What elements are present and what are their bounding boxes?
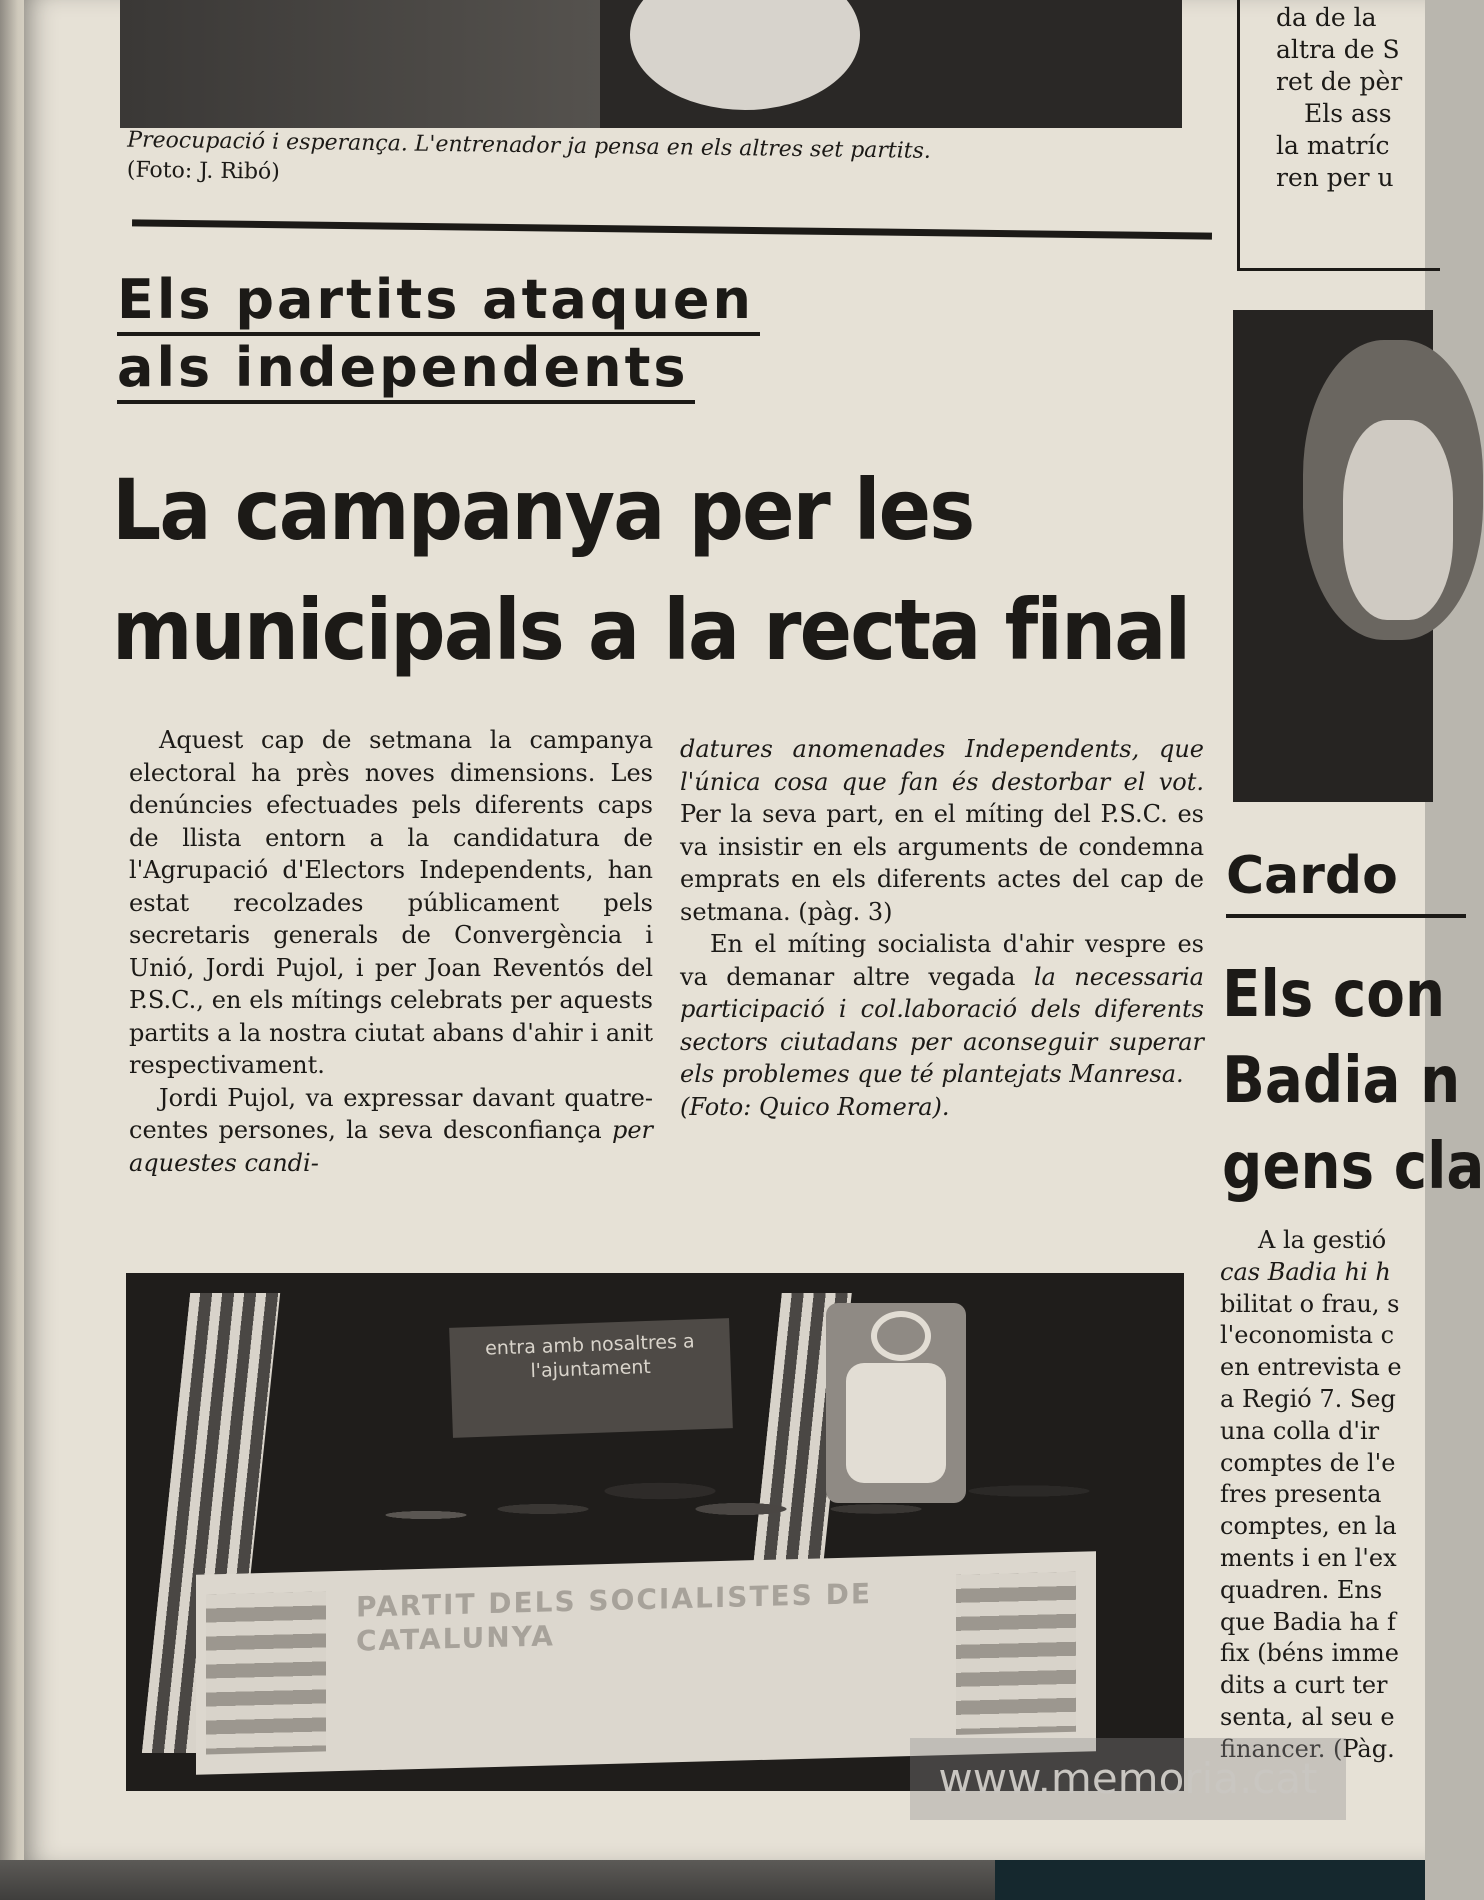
bottom-edge [0,1860,1425,1900]
top-right-line: altra de S [1276,35,1400,64]
side-body-line: cas Badia hi h [1220,1257,1391,1286]
column2-photo-credit [680,1091,1204,1124]
side-body-line: ments i en l'ex [1220,1543,1397,1572]
side-body-line: en entrevista e [1220,1353,1402,1382]
side-body-line: A la gestió [1258,1226,1387,1254]
side-article-kicker [1226,846,1466,918]
top-photo [120,0,1182,128]
kicker-line-1: Els partits ataquen [117,268,760,336]
side-article-headline [1222,952,1484,1210]
side-body-line: comptes, en la [1220,1512,1397,1541]
section-divider [132,219,1212,239]
column2-p2-italic: la necessaria participació i col.laboració dels diferents sectors ciutadans per aconseguir superar els problemes que té plantejats Manresa. [680,962,1204,1088]
watermark [910,1738,1346,1820]
article-column-1 [129,724,653,1179]
column2-p1-normal: Per la seva part, en el míting del P.S.C. es va insistir en els arguments de condemna emprats en els diferents actes del cap de setmana. (pàg. 3) [680,800,1204,926]
watermark-text: www.memoria.cat [938,1754,1318,1803]
column2-paragraph-2 [680,928,1204,1091]
side-body-line: que Badia ha f [1220,1607,1396,1636]
side-body-line: una colla d'ir [1220,1416,1380,1445]
top-right-line: ret de pèr [1276,67,1403,96]
side-headline-line: Els con [1222,958,1446,1032]
article-headline [112,450,1225,690]
side-body-line: senta, al seu e [1220,1702,1395,1731]
top-right-line: Els ass [1304,99,1392,128]
side-body-line: l'economista c [1220,1321,1395,1350]
top-photo-caption [127,126,1188,201]
side-photo [1233,310,1433,802]
column2-p2-normal: En el míting socialista d'ahir vespre es va demanar altre vegada [680,930,1204,991]
rally-photo [126,1273,1184,1791]
kicker-line-2: als independents [117,336,695,404]
column1-p2-normal: Jordi Pujol, va expressar davant quatre-centes persones, la seva desconfiança [129,1083,653,1144]
top-caption-text: Preocupació i esperança. L'entrenador ja pensa en els altres set partits. [127,127,932,164]
column2-paragraph-1 [680,733,1204,928]
side-body-line: financer. (Pàg. [1220,1734,1395,1763]
side-body-line: fres presenta [1220,1480,1382,1509]
column1-p2-italic: per aquestes candi- [129,1116,653,1177]
headline-line-1: La campanya per les [112,461,974,559]
top-caption-credit: (Foto: J. Ribó) [126,157,281,185]
side-body-line: bilitat o frau, s [1220,1289,1400,1318]
side-headline-line: gens cla [1222,1130,1484,1204]
top-right-column [1276,2,1402,194]
newspaper-page [24,0,1484,1860]
rally-banner-text: entra amb nosaltres a l'ajuntament [484,1330,695,1383]
column1-paragraph-1: Aquest cap de setmana la campanya electoral ha près noves dimensions. Les denúncies efectuades pels diferents caps de llista entorn a la candidatura de l'Agrupació d'Electors Independents, han estat recolzades públicament pels secretaris generals de Convergència i Unió, Jordi Pujol, i per Joan Reventós del P.S.C., en els mítings celebrats per aquests partits a la nostra ciutat abans d'ahir i anit respectivament. [129,726,653,1079]
side-body-line: fix (béns imme [1220,1639,1399,1668]
article-kicker [117,268,760,404]
top-right-line: da de la [1276,3,1377,32]
top-right-line: ren per u [1276,163,1394,192]
side-headline-line: Badia n [1222,1044,1461,1118]
rally-speakers [246,1443,1146,1563]
top-right-line: la matríc [1276,131,1390,160]
side-article-body [1220,1225,1402,1766]
article-column-2 [680,733,1204,1123]
side-kicker-text: Cardo [1226,846,1398,906]
column2-credit-text: (Foto: Quico Romera). [680,1092,950,1121]
side-body-line: dits a curt ter [1220,1671,1388,1700]
side-body-line: quadren. Ens [1220,1575,1383,1604]
column2-p1-italic: datures anomenades Independents, que l'única cosa que fan és destorbar el vot. [680,735,1204,796]
side-body-line: comptes de l'e [1220,1448,1396,1477]
table-banner-text: PARTIT DELS SOCIALISTES DE CATALUNYA [356,1577,872,1658]
column1-paragraph-2 [129,1082,653,1180]
headline-line-2: municipals a la recta final [112,581,1190,679]
rally-banner [449,1318,733,1438]
side-body-line: a Regió 7. Seg [1220,1384,1396,1413]
